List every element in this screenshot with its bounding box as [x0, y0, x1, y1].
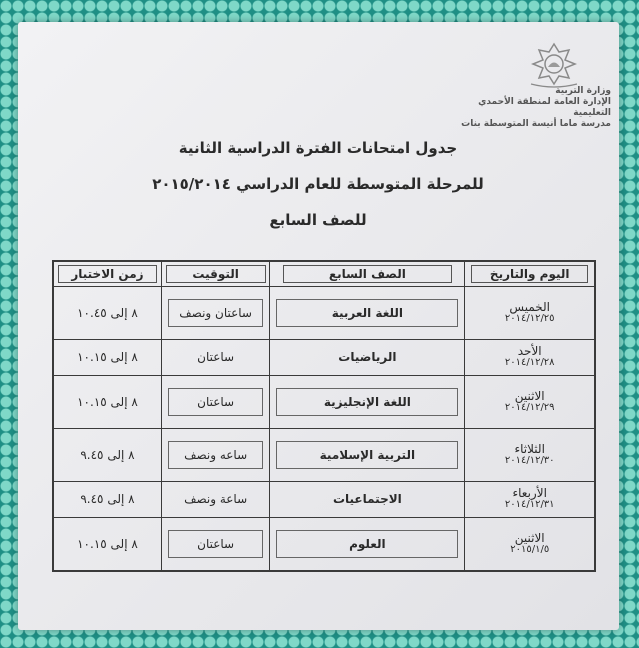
day-cell: الثلاثاء ٢٠١٤/١٢/٣٠	[465, 428, 595, 481]
subject-cell: الرياضيات	[270, 340, 465, 376]
ministry-line: مدرسة ماما أنيسة المتوسطة بنات	[461, 119, 611, 129]
duration-cell: ساعتان	[161, 517, 269, 571]
day-cell: الاثنين ٢٠١٥/١/٥	[465, 517, 595, 571]
duration-cell: ساعتان	[161, 340, 269, 376]
exam-schedule-document	[18, 22, 619, 630]
table-row	[53, 375, 595, 428]
column-header-duration: التوقيت	[161, 261, 269, 287]
column-header-grade: الصف السابع	[270, 261, 465, 287]
ministry-emblem-icon	[523, 40, 585, 90]
ministry-header	[451, 86, 611, 130]
time-cell: ٨ إلى ١٠.٤٥	[53, 287, 161, 340]
day-cell: الخميس ٢٠١٤/١٢/٢٥	[465, 287, 595, 340]
column-header-time: زمن الاختبار	[53, 261, 161, 287]
subject-cell: الاجتماعيات	[270, 481, 465, 517]
table-row	[53, 428, 595, 481]
duration-cell: ساعه ونصف	[161, 428, 269, 481]
time-cell: ٨ إلى ١٠.١٥	[53, 340, 161, 376]
document-titles	[148, 130, 488, 238]
duration-cell: ساعتان ونصف	[161, 287, 269, 340]
subject-cell: العلوم	[270, 517, 465, 571]
time-cell: ٨ إلى ٩.٤٥	[53, 428, 161, 481]
subject-cell: اللغة العربية	[270, 287, 465, 340]
table-row	[53, 340, 595, 376]
title-line-1: جدول امتحانات الفترة الدراسية الثانية	[178, 139, 458, 157]
table-row	[53, 517, 595, 571]
column-header-day: اليوم والتاريخ	[465, 261, 595, 287]
day-cell: الاثنين ٢٠١٤/١٢/٢٩	[465, 375, 595, 428]
table-header-row	[53, 261, 595, 287]
time-cell: ٨ إلى ١٠.١٥	[53, 517, 161, 571]
ministry-line: وزارة التربية	[555, 86, 611, 96]
table-row	[53, 481, 595, 517]
exam-schedule-table	[52, 260, 596, 572]
table-row	[53, 287, 595, 340]
subject-cell: التربية الإسلامية	[270, 428, 465, 481]
title-line-3: للصف السابع	[269, 211, 367, 229]
ministry-line: الإدارة العامة لمنطقة الأحمدي التعليمية	[478, 97, 611, 118]
title-line-2: للمرحلة المتوسطة للعام الدراسي ٢٠١٥/٢٠١٤	[152, 175, 484, 193]
day-cell: الأحد ٢٠١٤/١٢/٢٨	[465, 340, 595, 376]
duration-cell: ساعتان	[161, 375, 269, 428]
time-cell: ٨ إلى ٩.٤٥	[53, 481, 161, 517]
duration-cell: ساعة ونصف	[161, 481, 269, 517]
subject-cell: اللغة الإنجليزية	[270, 375, 465, 428]
day-cell: الأربعاء ٢٠١٤/١٢/٣١	[465, 481, 595, 517]
time-cell: ٨ إلى ١٠.١٥	[53, 375, 161, 428]
